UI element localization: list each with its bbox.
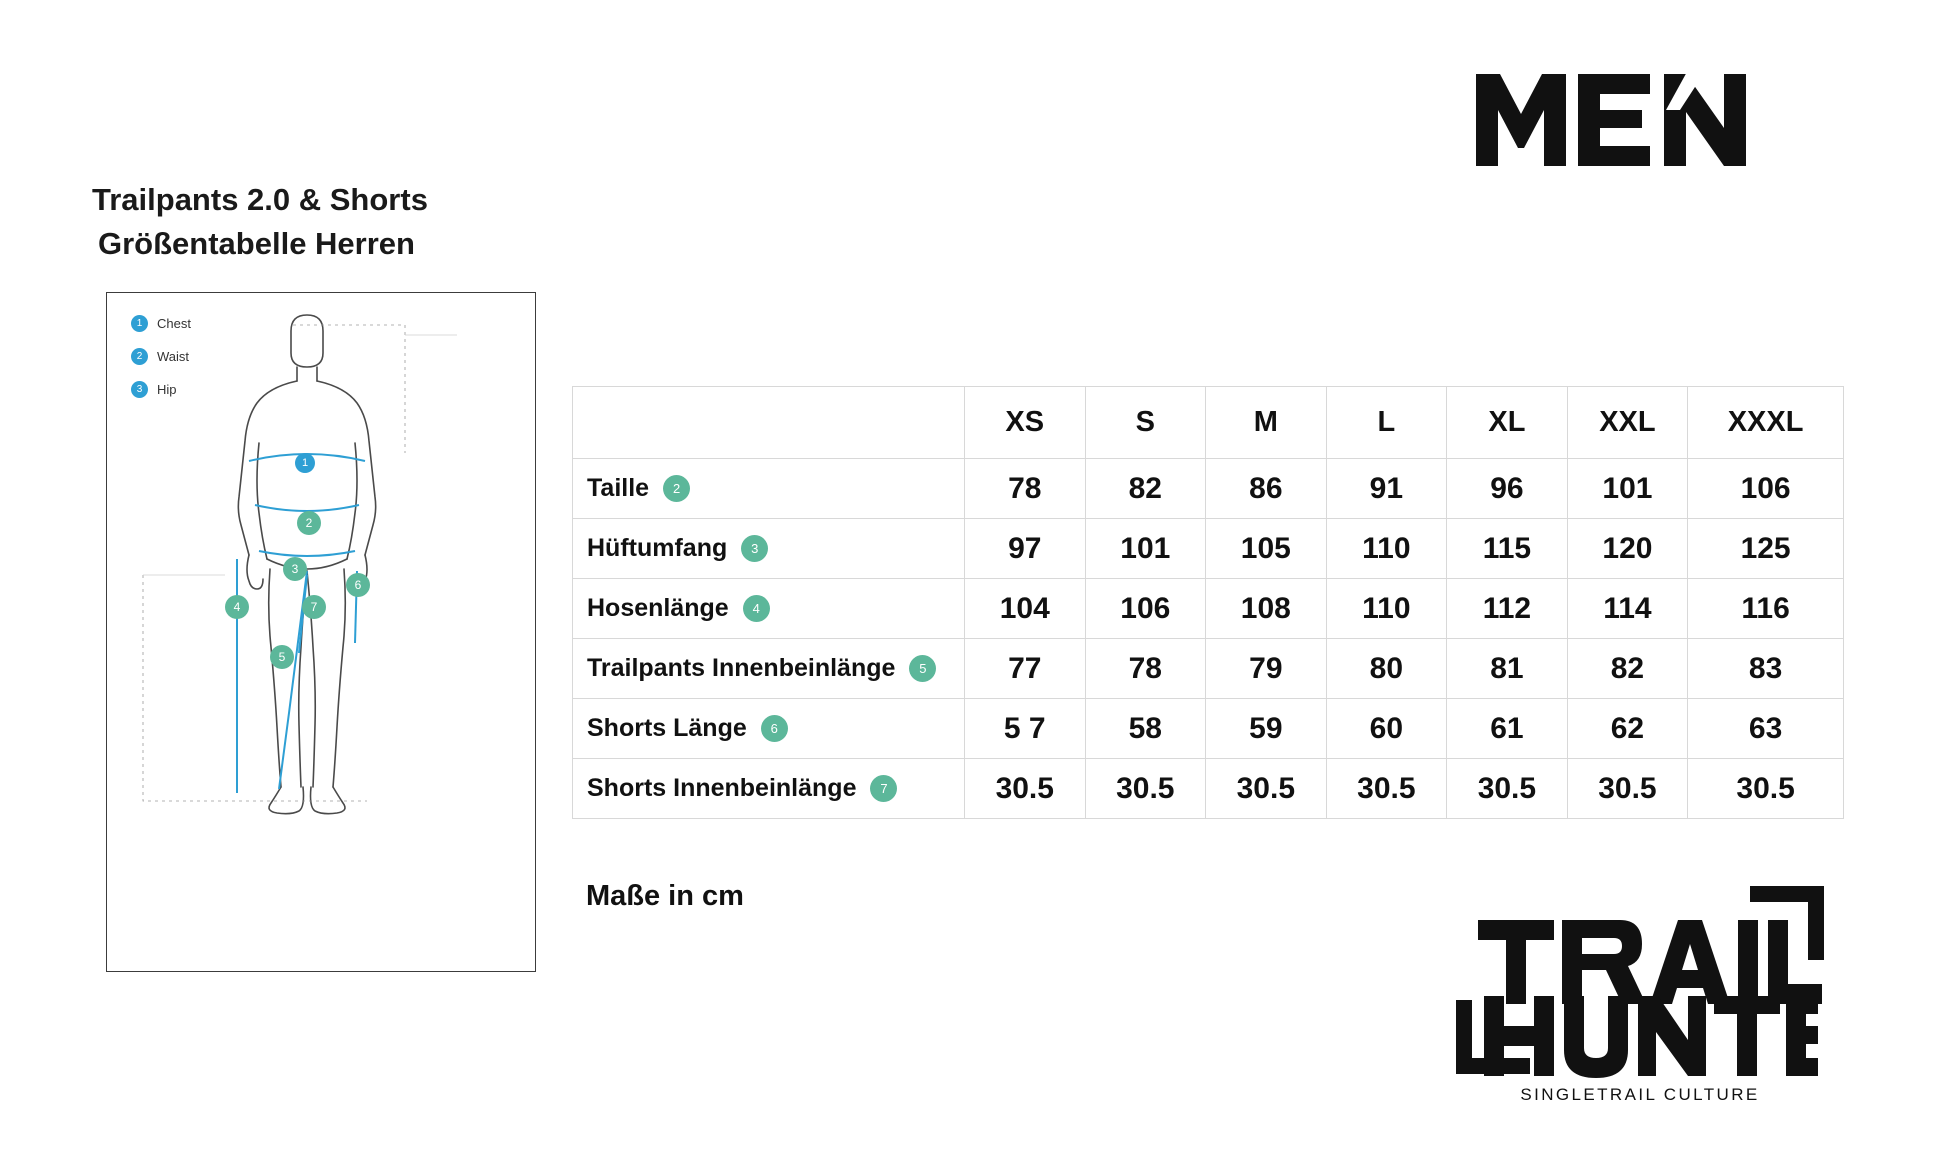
table-row bbox=[573, 459, 1844, 519]
cell-value: 5 7 bbox=[965, 699, 1086, 759]
row-label-text: Trailpants Innenbeinlänge bbox=[587, 654, 896, 682]
legend-badge-2: 2 bbox=[131, 348, 148, 365]
cell-value: 60 bbox=[1326, 699, 1447, 759]
cell-value: 105 bbox=[1206, 519, 1327, 579]
cell-value: 81 bbox=[1447, 639, 1568, 699]
row-badge: 6 bbox=[761, 715, 788, 742]
cell-value: 101 bbox=[1085, 519, 1206, 579]
row-badge: 5 bbox=[909, 655, 936, 682]
cell-value: 115 bbox=[1447, 519, 1568, 579]
cell-value: 80 bbox=[1326, 639, 1447, 699]
legend-label-waist: Waist bbox=[157, 349, 190, 364]
cell-value: 86 bbox=[1206, 459, 1327, 519]
table-row bbox=[573, 519, 1844, 579]
trailhunter-logo bbox=[1450, 880, 1830, 1110]
cell-value: 30.5 bbox=[1688, 759, 1844, 819]
row-badge: 2 bbox=[663, 475, 690, 502]
cell-value: 112 bbox=[1447, 579, 1568, 639]
row-label-taille bbox=[573, 459, 965, 519]
cell-value: 79 bbox=[1206, 639, 1327, 699]
figure-marker-4: 4 bbox=[225, 595, 249, 619]
size-header-xs: XS bbox=[965, 387, 1086, 459]
figure-marker-3: 3 bbox=[283, 557, 307, 581]
cell-value: 97 bbox=[965, 519, 1086, 579]
table-corner-cell bbox=[573, 387, 965, 459]
cell-value: 30.5 bbox=[1326, 759, 1447, 819]
row-badge: 7 bbox=[870, 775, 897, 802]
table-row bbox=[573, 759, 1844, 819]
cell-value: 110 bbox=[1326, 579, 1447, 639]
men-logo bbox=[1474, 70, 1754, 170]
cell-value: 82 bbox=[1085, 459, 1206, 519]
figure-marker-1: 1 bbox=[295, 453, 315, 473]
size-header-s: S bbox=[1085, 387, 1206, 459]
row-label-text: Taille bbox=[587, 474, 650, 502]
figure-marker-2: 2 bbox=[297, 511, 321, 535]
cell-value: 96 bbox=[1447, 459, 1568, 519]
row-label-hosenlaenge bbox=[573, 579, 965, 639]
cell-value: 101 bbox=[1567, 459, 1688, 519]
cell-value: 59 bbox=[1206, 699, 1327, 759]
cell-value: 77 bbox=[965, 639, 1086, 699]
row-label-text: Hüftumfang bbox=[587, 534, 728, 562]
legend-label-hip: Hip bbox=[157, 382, 177, 397]
cell-value: 30.5 bbox=[1085, 759, 1206, 819]
size-header-xxl: XXL bbox=[1567, 387, 1688, 459]
cell-value: 106 bbox=[1085, 579, 1206, 639]
trailhunter-logo-svg bbox=[1450, 880, 1830, 1110]
row-label-shorts-innenbeinlaenge bbox=[573, 759, 965, 819]
body-measurement-diagram bbox=[106, 292, 536, 972]
table-header-row bbox=[573, 387, 1844, 459]
size-chart-table bbox=[572, 386, 1844, 819]
cell-value: 30.5 bbox=[1567, 759, 1688, 819]
cell-value: 116 bbox=[1688, 579, 1844, 639]
cell-value: 108 bbox=[1206, 579, 1327, 639]
row-label-text: Shorts Länge bbox=[587, 714, 747, 742]
cell-value: 120 bbox=[1567, 519, 1688, 579]
cell-value: 104 bbox=[965, 579, 1086, 639]
size-header-l: L bbox=[1326, 387, 1447, 459]
cell-value: 61 bbox=[1447, 699, 1568, 759]
cell-value: 62 bbox=[1567, 699, 1688, 759]
row-badge: 4 bbox=[743, 595, 770, 622]
size-header-xxxl: XXXL bbox=[1688, 387, 1844, 459]
size-header-xl: XL bbox=[1447, 387, 1568, 459]
title-line-2: Größentabelle Herren bbox=[98, 226, 415, 262]
row-label-text: Hosenlänge bbox=[587, 594, 729, 622]
cell-value: 30.5 bbox=[965, 759, 1086, 819]
cell-value: 78 bbox=[965, 459, 1086, 519]
row-label-shorts-laenge bbox=[573, 699, 965, 759]
cell-value: 110 bbox=[1326, 519, 1447, 579]
cell-value: 78 bbox=[1085, 639, 1206, 699]
cell-value: 58 bbox=[1085, 699, 1206, 759]
legend-badge-3: 3 bbox=[131, 381, 148, 398]
cell-value: 83 bbox=[1688, 639, 1844, 699]
row-badge: 3 bbox=[741, 535, 768, 562]
cell-value: 82 bbox=[1567, 639, 1688, 699]
cell-value: 30.5 bbox=[1206, 759, 1327, 819]
trailhunter-tagline-text: SINGLETRAIL CULTURE bbox=[1520, 1085, 1760, 1104]
cell-value: 91 bbox=[1326, 459, 1447, 519]
cell-value: 114 bbox=[1567, 579, 1688, 639]
row-label-text: Shorts Innenbeinlänge bbox=[587, 774, 857, 802]
cell-value: 106 bbox=[1688, 459, 1844, 519]
cell-value: 125 bbox=[1688, 519, 1844, 579]
human-figure-icon bbox=[107, 293, 537, 973]
page-title bbox=[92, 178, 562, 266]
table-row bbox=[573, 699, 1844, 759]
table-row bbox=[573, 579, 1844, 639]
legend-badge-1: 1 bbox=[131, 315, 148, 332]
row-label-trailpants-innenbeinlaenge bbox=[573, 639, 965, 699]
legend-label-chest: Chest bbox=[157, 316, 191, 331]
figure-marker-7: 7 bbox=[302, 595, 326, 619]
men-logo-svg bbox=[1474, 70, 1754, 170]
table-row bbox=[573, 639, 1844, 699]
cell-value: 63 bbox=[1688, 699, 1844, 759]
size-header-m: M bbox=[1206, 387, 1327, 459]
row-label-hueftumfang bbox=[573, 519, 965, 579]
units-note: Maße in cm bbox=[586, 880, 744, 912]
figure-marker-6: 6 bbox=[346, 573, 370, 597]
cell-value: 30.5 bbox=[1447, 759, 1568, 819]
title-line-1: Trailpants 2.0 & Shorts bbox=[92, 182, 428, 217]
figure-marker-5: 5 bbox=[270, 645, 294, 669]
